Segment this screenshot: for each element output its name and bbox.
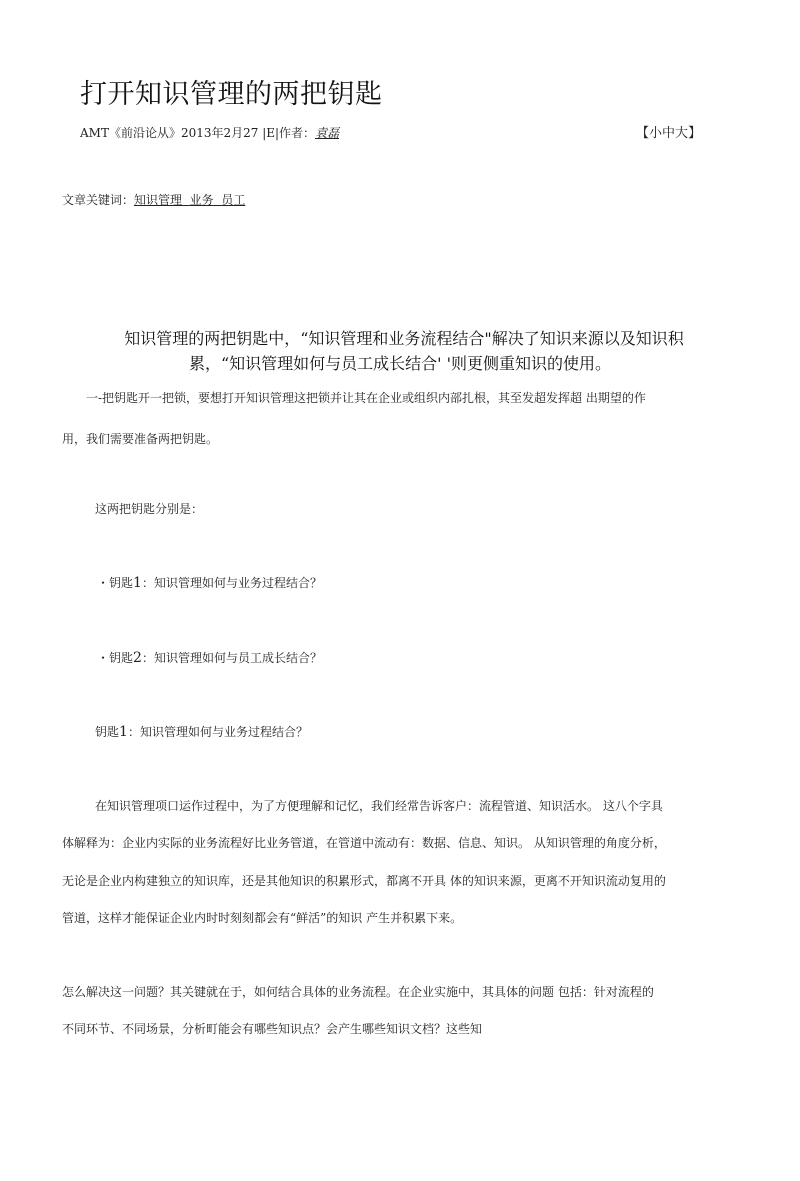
key-item bbox=[97, 574, 322, 591]
key-number: 1 bbox=[119, 724, 128, 740]
paragraph-line: 一-把钥匙开一把锁，要想打开知识管理这把锁并让其在企业或组织内部扎根，其至发超发挥超 出期望的作 bbox=[86, 391, 646, 405]
author-link[interactable]: 袁磊 bbox=[315, 126, 340, 140]
paragraph-line: 在知识管理项口运作过程中，为了方便理解和记忆，我们经常告诉客户：流程管道、知识活水。 这八个字具 bbox=[95, 799, 663, 813]
lead-line: 累，“知识管理如何与员工成长结合' '则更侧重知识的使用。 bbox=[188, 354, 612, 373]
lead-line: 知识管理的两把钥匙中，“知识管理和业务流程结合"解决了知识来源以及知识积 bbox=[124, 329, 684, 348]
article-source: AMT《前沿论从》2013年2月27 |E|作者： bbox=[80, 126, 316, 140]
paragraph-line: 这两把钥匙分别是： bbox=[95, 502, 204, 516]
font-size-medium-link[interactable]: 中 bbox=[662, 126, 676, 141]
keywords-label: 文章关键词： bbox=[62, 193, 135, 207]
article-keywords bbox=[62, 191, 245, 208]
paragraph-line: 体解释为：企业内实际的业务流程好比业务管道，在管道中流动有：数据、信息、知识。 从知识管理的角度分析， bbox=[62, 836, 666, 850]
keyword-link[interactable]: 知识管理 bbox=[134, 193, 183, 207]
bracket-close: 】 bbox=[688, 126, 702, 141]
paragraph-line: 用，我们需要准备两把钥匙。 bbox=[62, 432, 219, 446]
font-size-large-link[interactable]: 大 bbox=[675, 126, 689, 141]
article-meta bbox=[80, 124, 339, 141]
section-heading bbox=[95, 723, 308, 740]
key-item bbox=[97, 649, 322, 666]
key-number: 1 bbox=[133, 575, 142, 591]
paragraph-line: 不同环节、不同场景，分析町能会有哪些知识点？会产生哪些知识文档？这些知 bbox=[62, 1022, 483, 1036]
article-lead bbox=[0, 326, 800, 376]
key-prefix: ・钥匙 bbox=[97, 576, 134, 590]
keyword-link[interactable]: 员工 bbox=[221, 193, 246, 207]
font-size-small-link[interactable]: 小 bbox=[649, 126, 663, 141]
key-text: ：知识管理如何与员工成长结合？ bbox=[141, 651, 322, 665]
paragraph-line: 怎么解决这一问题？其关键就在于，如何结合具体的业务流程。在企业实施中，其具体的问题 包括：针对流程的 bbox=[62, 985, 654, 999]
paragraph-line: 无论是企业内构建独立的知识库，还是其他知识的积累形式，都离不开具 体的知识来源，更离不开知识流动复用的 bbox=[62, 874, 666, 888]
key-text: ：知识管理如何与业务过程结合？ bbox=[141, 576, 322, 590]
paragraph-line: 管道，这样才能保证企业内时时刻刻都会有“鲜活”的知识 产生并积累下来。 bbox=[62, 911, 463, 925]
font-size-switch bbox=[636, 122, 701, 141]
keyword-link[interactable]: 业务 bbox=[189, 193, 214, 207]
key-prefix: 钥匙 bbox=[95, 725, 120, 739]
key-number: 2 bbox=[133, 650, 142, 666]
key-prefix: ・钥匙 bbox=[97, 651, 134, 665]
keyword-separator bbox=[182, 193, 190, 207]
bracket-open: 【 bbox=[636, 126, 650, 141]
page-title: 打开知识管理的两把钥匙 bbox=[80, 79, 383, 110]
key-text: ：知识管理如何与业务过程结合？ bbox=[127, 725, 308, 739]
